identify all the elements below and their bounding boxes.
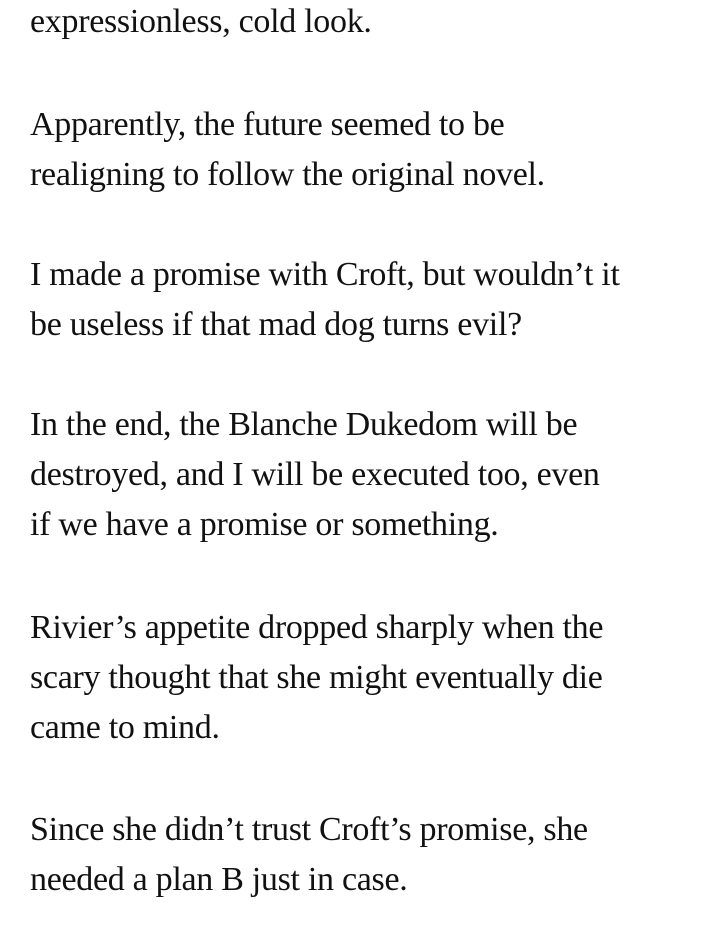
paragraph bbox=[30, 100, 705, 200]
text-line: realigning to follow the original novel. bbox=[30, 156, 545, 193]
paragraph bbox=[30, 0, 705, 47]
text-line: Rivier’s appetite dropped sharply when the bbox=[30, 609, 604, 646]
text-line: Apparently, the future seemed to be bbox=[30, 106, 505, 143]
paragraph bbox=[30, 603, 705, 753]
text-line: be useless if that mad dog turns evil? bbox=[30, 306, 522, 343]
paragraph bbox=[30, 805, 705, 905]
text-line: scary thought that she might eventually die bbox=[30, 659, 603, 696]
text-line: Since she didn’t trust Croft’s promise, she bbox=[30, 811, 588, 848]
paragraph bbox=[30, 400, 705, 550]
text-line: came to mind. bbox=[30, 709, 220, 746]
text-line: needed a plan B just in case. bbox=[30, 861, 408, 898]
text-line: I made a promise with Croft, but wouldn’t it bbox=[30, 256, 620, 293]
paragraph bbox=[30, 250, 705, 350]
text-line: destroyed, and I will be executed too, even bbox=[30, 456, 600, 493]
text-line: In the end, the Blanche Dukedom will be bbox=[30, 406, 578, 443]
text-line: expressionless, cold look. bbox=[30, 3, 372, 40]
text-line: if we have a promise or something. bbox=[30, 506, 499, 543]
